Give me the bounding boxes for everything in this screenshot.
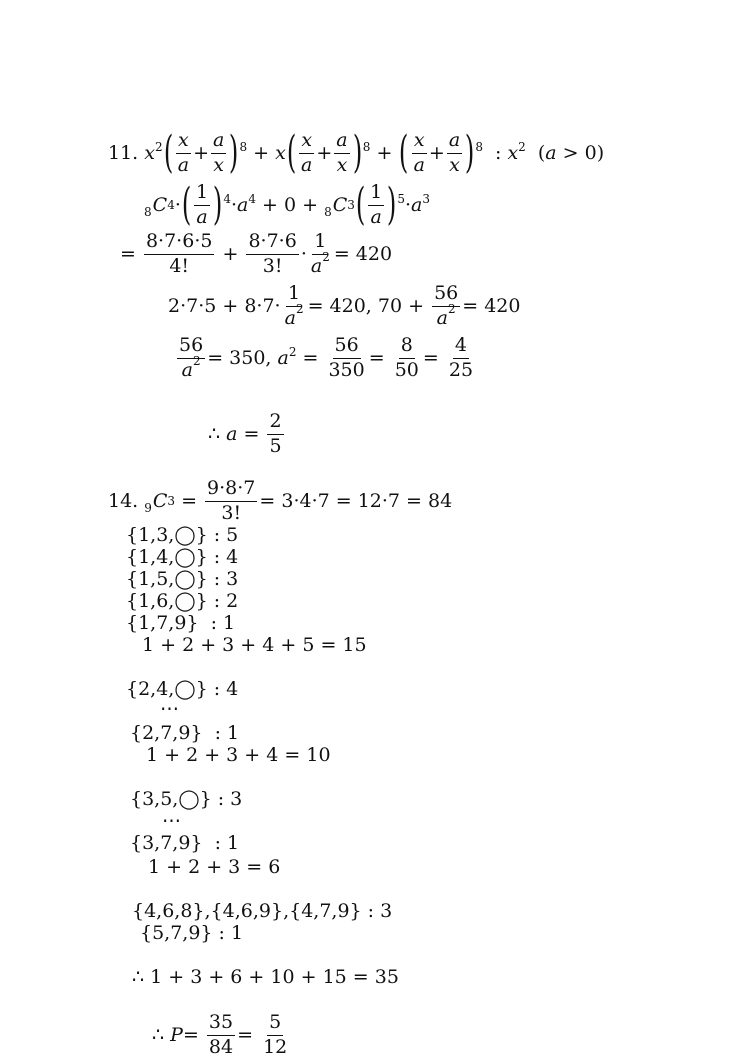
p14-sum1: 1 + 2 + 3 + 4 + 5 = 15 [142, 634, 367, 656]
p14-g1-item: {1,3,◯} : 5 [126, 524, 239, 546]
p14-g4-item: {5,7,9} : 1 [140, 922, 244, 944]
p14-g2-item: {2,7,9} : 1 [130, 722, 240, 744]
p14-g4-item: {4,6,8},{4,6,9},{4,7,9} : 3 [132, 900, 393, 922]
p14-answer: ∴ P = $\frac{35}{84}$ = $\frac{5}{12}$ [152, 1010, 288, 1058]
p14-total: ∴ 1 + 3 + 6 + 10 + 15 = 35 [132, 966, 399, 988]
p14-g1-item: {1,4,◯} : 4 [126, 546, 239, 568]
p14-g3-item: {3,7,9} : 1 [130, 832, 240, 854]
p14-g1-item: {1,5,◯} : 3 [126, 568, 239, 590]
p11-line2: 8 C 4 · ( $\frac{1}{a}$ ) $^4$ · a $^4$ + 0 + 8 C 3 ( $\frac{1}{a}$ ) $^5$ · a $^3$ [144, 179, 430, 230]
p11-answer: ∴ a = $\frac{2}{5}$ [208, 409, 282, 457]
p11-number: 11. [108, 141, 139, 164]
p14-sum3: 1 + 2 + 3 = 6 [148, 856, 281, 878]
p14-g3-ellipsis: ⋯ [162, 810, 181, 832]
p14-g1-item: {1,6,◯} : 2 [126, 590, 239, 612]
p11-line5: $\frac{56}{a^2}$ = 350, a $^2$ = $\frac{56}{350}$ = $\frac{8}{50}$ = $\frac{4}{25}$ [179, 333, 474, 381]
p11-line3: = $\frac{8\cdot 7\cdot 6\cdot 5}{4!}$ + $\frac{8\cdot 7\cdot 6}{3!}$ · $\frac{1}{a^2}$ = 420 [120, 229, 393, 277]
p14-sum2: 1 + 2 + 3 + 4 = 10 [146, 744, 331, 766]
p14-g1-item: {1,7,9} : 1 [126, 612, 236, 634]
p14-header: 14. 9 C 3 = $\frac{9\cdot 8\cdot 7}{3!}$ = 3·4·7 = 12·7 = 84 [108, 476, 453, 524]
p14-g3-item: {3,5,◯} : 3 [130, 788, 243, 810]
p14-g2-ellipsis: ⋯ [160, 698, 179, 720]
p11-line4: 2·7·5 + 8·7· $\frac{1}{a^2}$ = 420, 70 + $\frac{56}{a^2}$ = 420 [168, 281, 521, 329]
p11-line1: 11. x $^2$ ( $\frac{x}{a}$ + $\frac{a}{x}$ ) $^8$ + x ( $\frac{x}{a}$ + $\frac{a}{x}$ ) $^8$ + ( $\frac{x}{a}$ + $\frac{a}{x}$ ) $^8$ : x $^2$ ( a > 0) [108, 127, 605, 178]
p14-g2-item: {2,4,◯} : 4 [126, 678, 239, 700]
p14-number: 14. [108, 489, 139, 512]
